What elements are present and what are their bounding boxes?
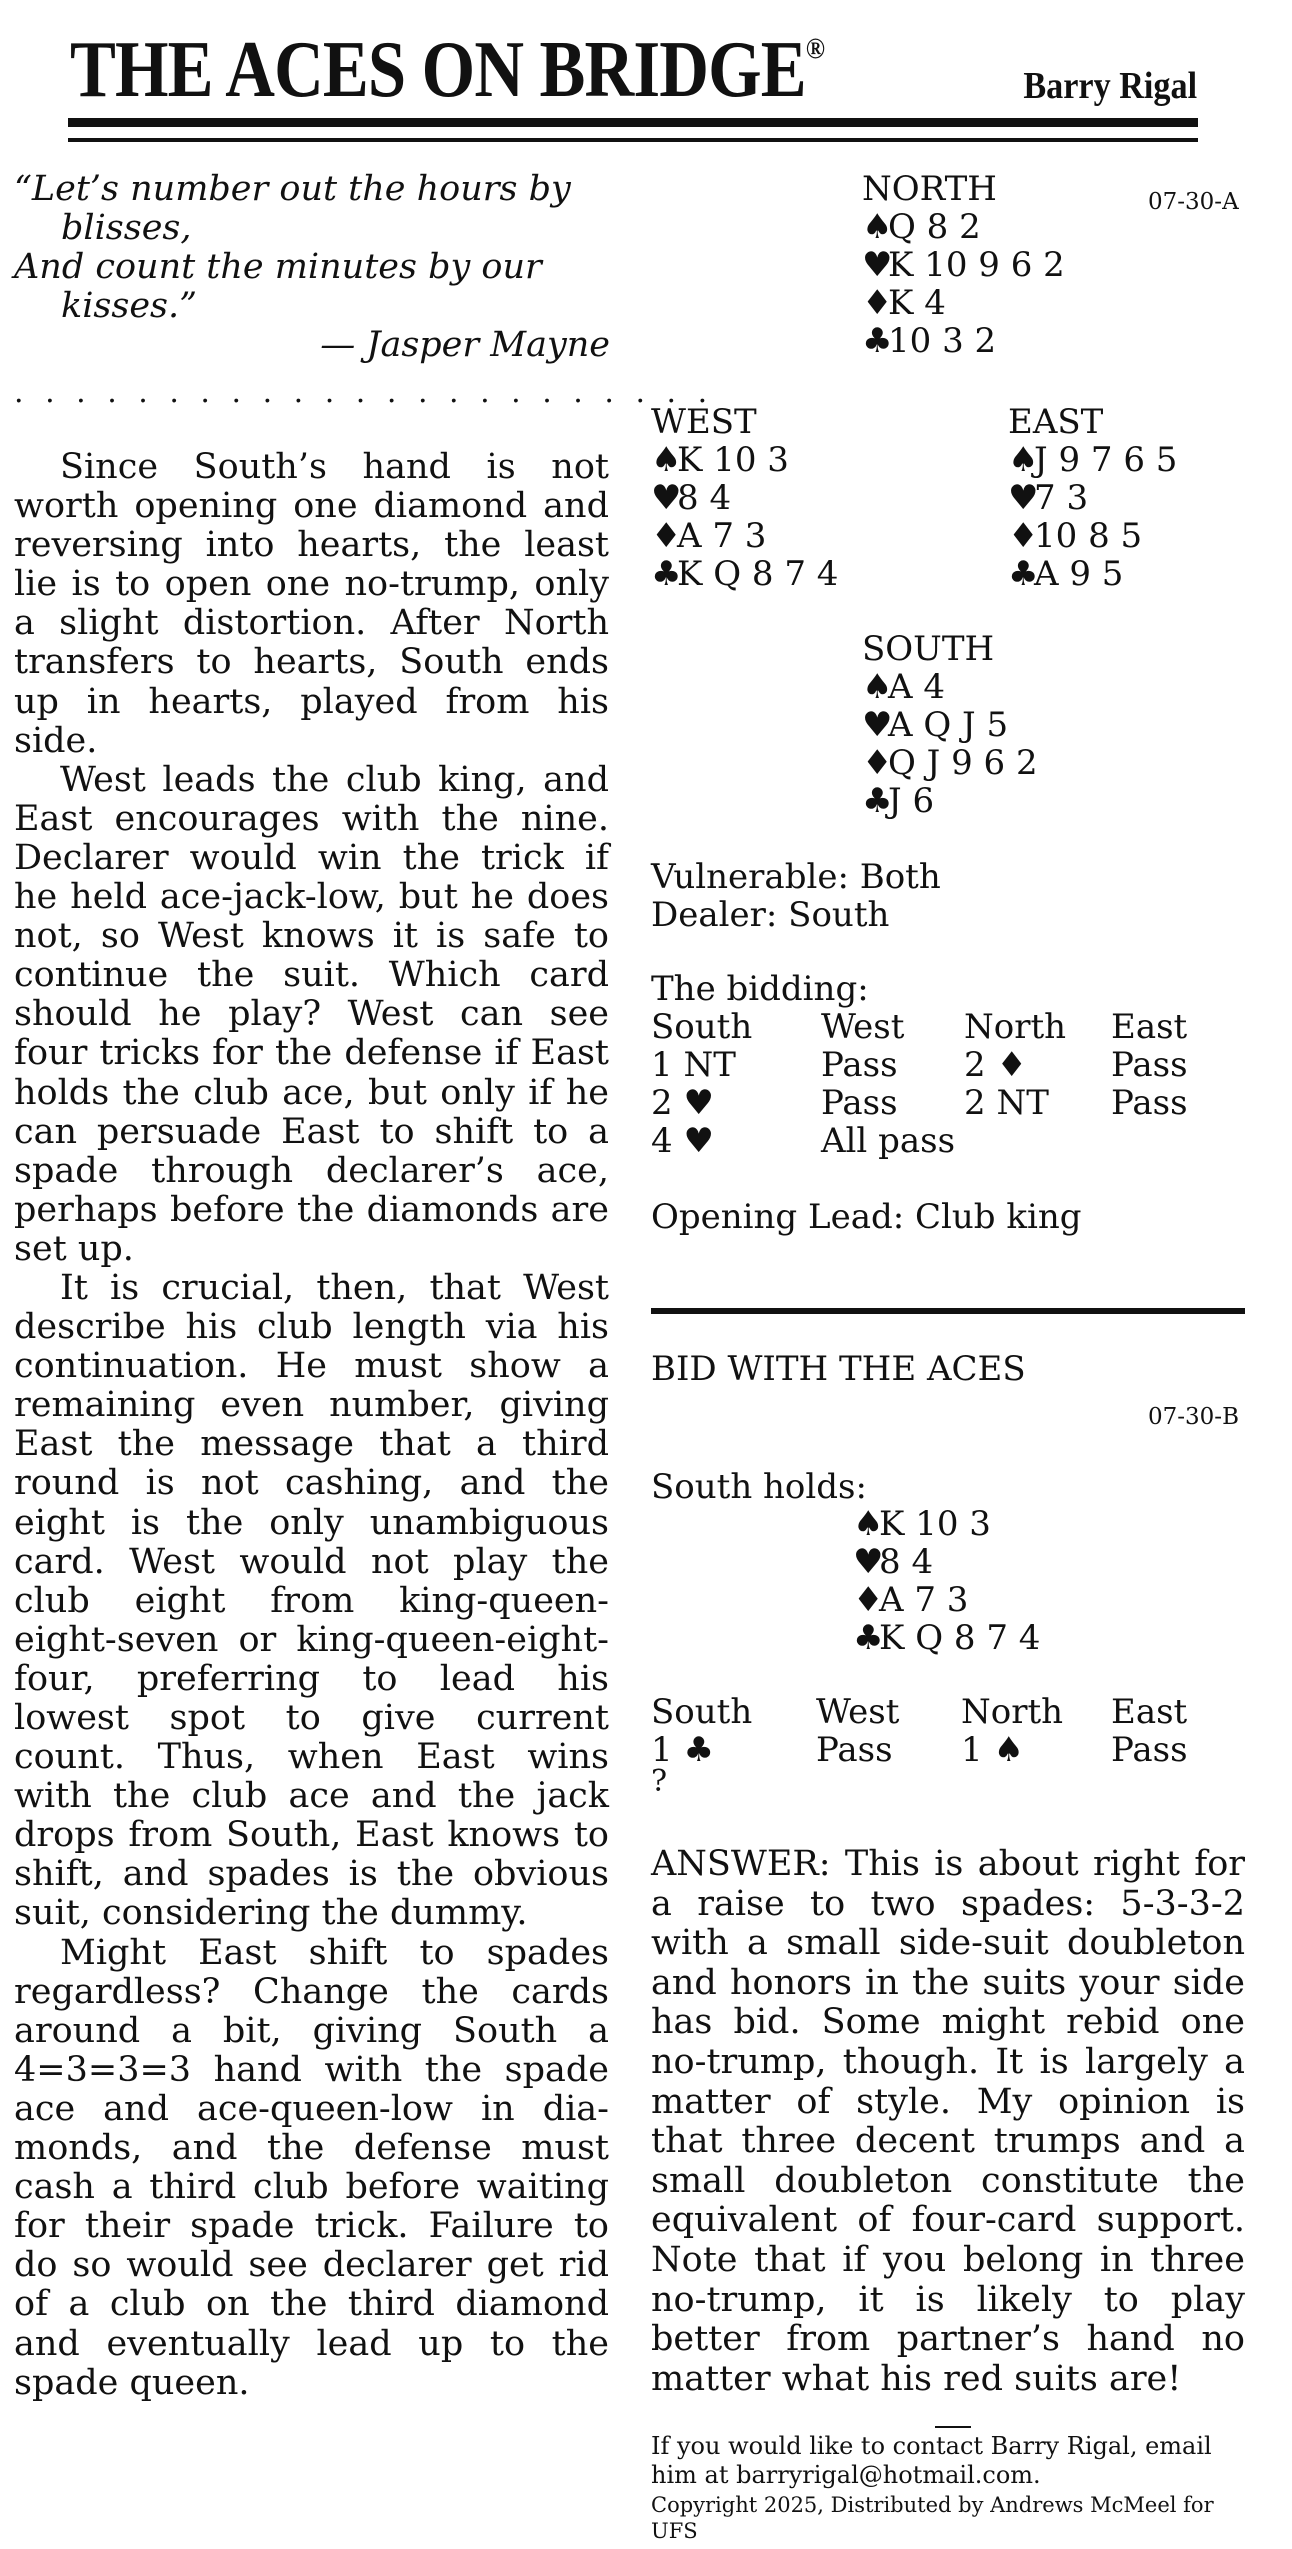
- epigraph-quote: [14, 170, 610, 365]
- dotted-separator: . . . . . . . . . . . . . . . . . . . . . . .: [14, 375, 714, 410]
- west-hand: [651, 403, 838, 593]
- body-paragraph: Since South’s hand is not worth opening one diamond and reversing into hearts, the least lie is to open one no-trump, only a slight distortion. After North transfers to hearts, South ends up in hearts, played from his side.: [14, 447, 609, 761]
- answer-text: [651, 1845, 1245, 2399]
- diamond-icon: ♦: [853, 1580, 884, 1620]
- club-cards: K Q 8 7 4: [677, 554, 839, 594]
- body-paragraph: Might East shift to spades regardless? Change the cards around a bit, giving South a 4=3=3=3 hand with the spade ace and ace-queen-low in diamonds, and the defense must cash a third club before waiting for their spade trick. Failure to do so would see declarer get rid of a club on the third diamond and eventually lead up to the spade queen.: [14, 1932, 609, 2403]
- heart-icon: ♥: [862, 705, 893, 745]
- heart-cards: 7 3: [1034, 478, 1089, 518]
- heart-cards: K 10 9 6 2: [888, 245, 1065, 285]
- quote-line: blisses,: [61, 208, 192, 248]
- bid-cell: Pass: [1111, 1045, 1188, 1085]
- bid-cell: 1 ♠: [961, 1730, 1024, 1770]
- club-cards: K Q 8 7 4: [879, 1618, 1041, 1658]
- club-icon: ♣: [862, 781, 893, 821]
- club-icon: ♣: [853, 1618, 884, 1658]
- heart-cards: 8 4: [879, 1542, 934, 1582]
- south-holds-hand: [853, 1505, 1040, 1657]
- bid-cell: 2 ♦: [964, 1045, 1027, 1085]
- diamond-icon: ♦: [862, 743, 893, 783]
- bid-cell: 1 ♣: [651, 1730, 714, 1770]
- heart-icon: ♥: [651, 478, 682, 518]
- spade-cards: K 10 3: [879, 1504, 991, 1544]
- diamond-cards: Q J 9 6 2: [888, 743, 1038, 783]
- spade-cards: Q 8 2: [888, 207, 981, 247]
- bid-section-title: BID WITH THE ACES: [651, 1349, 1026, 1389]
- bid-header: North: [961, 1692, 1064, 1732]
- spade-cards: A 4: [888, 667, 945, 707]
- opening-lead: Opening Lead: Club king: [651, 1197, 1082, 1237]
- club-cards: J 6: [888, 781, 935, 821]
- heart-cards: A Q J 5: [888, 705, 1009, 745]
- quote-attribution: — Jasper Mayne: [320, 325, 610, 365]
- quote-line: And count the minutes by our: [14, 247, 542, 287]
- hand-label: NORTH: [862, 169, 997, 209]
- bid-cell: 4 ♥: [651, 1121, 714, 1161]
- north-hand: [862, 170, 1065, 360]
- spade-cards: K 10 3: [677, 440, 789, 480]
- article-body: [14, 448, 609, 2403]
- hand-label: SOUTH: [862, 629, 995, 669]
- bid-question-mark: ?: [651, 1764, 668, 1799]
- bid-cell: 2 NT: [964, 1083, 1049, 1123]
- diamond-icon: ♦: [1008, 516, 1039, 556]
- bid-header: North: [964, 1007, 1067, 1047]
- bid-section-reference: 07-30-B: [1148, 1404, 1239, 1430]
- heart-cards: 8 4: [677, 478, 732, 518]
- diamond-icon: ♦: [862, 283, 893, 323]
- copyright-line: Copyright 2025, Distributed by Andrews McMeel for UFS: [651, 2493, 1214, 2543]
- bid-cell: 2 ♥: [651, 1083, 714, 1123]
- club-icon: ♣: [651, 554, 682, 594]
- dealer-text: Dealer: South: [651, 895, 890, 935]
- answer-paragraph: ANSWER: This is about right for a raise to two spades: 5-3-3-2 with a small side-suit doubleton and honors in the suits your side has bid. Some might rebid one no-trump, though. It is largely a matter of style. My opinion is that three decent trumps and a small doubleton constitute the equivalent of four-card support. Note that if you belong in three no-trump, it is likely to play better from partner’s hand no matter what his red suits are!: [651, 1844, 1245, 2399]
- hand-label: EAST: [1008, 402, 1104, 442]
- column-title: THE ACES ON BRIDGE®: [70, 26, 825, 114]
- spade-icon: ♠: [651, 440, 682, 480]
- body-paragraph: It is crucial, then, that West describe his club length via his continuation. He must show a remaining even number, giving East the message that a third round is not cashing, and the eight is the only unambiguous card. West would not play the club eight from king-queen-eight-seven or king-queen-eight-four, preferring to lead his lowest spot to give current count. Thus, when East wins with the club ace and the jack drops from South, East knows to shift, and spades is the obvious suit, considering the dummy.: [14, 1267, 609, 1934]
- spade-cards: J 9 7 6 5: [1034, 440, 1178, 480]
- bid-cell: All pass: [821, 1121, 956, 1161]
- heart-icon: ♥: [1008, 478, 1039, 518]
- east-hand: [1008, 403, 1177, 593]
- bid-header: East: [1111, 1692, 1188, 1732]
- registered-mark: ®: [805, 32, 825, 65]
- club-cards: 10 3 2: [888, 321, 997, 361]
- bid-header: East: [1111, 1007, 1188, 1047]
- contact-note: If you would like to contact Barry Rigal, email him at barryrigal@hotmail.com.: [651, 2432, 1212, 2489]
- bid-cell: Pass: [1111, 1730, 1188, 1770]
- quote-line: kisses.”: [61, 286, 198, 326]
- diamond-cards: 10 8 5: [1034, 516, 1143, 556]
- club-cards: A 9 5: [1034, 554, 1124, 594]
- diamond-cards: A 7 3: [677, 516, 767, 556]
- bid-cell: Pass: [1111, 1083, 1188, 1123]
- body-paragraph: West leads the club king, and East encourages with the nine. Declarer would win the trick if he held ace-jack-low, but he does not, so West knows it is safe to continue the suit. Which card should he play? West can see four tricks for the defense if East holds the club ace, but only if he can persuade East to shift to a spade through declarer’s ace, perhaps before the diamonds are set up.: [14, 759, 609, 1269]
- club-icon: ♣: [862, 321, 893, 361]
- spade-icon: ♠: [1008, 440, 1039, 480]
- bid-header: South: [651, 1692, 753, 1732]
- south-holds-label: South holds:: [651, 1467, 867, 1507]
- spade-icon: ♠: [862, 207, 893, 247]
- south-hand: [862, 630, 1038, 820]
- bid-header: South: [651, 1007, 753, 1047]
- bid-header: West: [816, 1692, 900, 1732]
- spade-icon: ♠: [862, 667, 893, 707]
- diamond-icon: ♦: [651, 516, 682, 556]
- bid-cell: Pass: [816, 1730, 893, 1770]
- bid-cell: Pass: [821, 1083, 898, 1123]
- bid-header: West: [821, 1007, 905, 1047]
- bid-cell: Pass: [821, 1045, 898, 1085]
- quote-line: “Let’s number out the hours by: [14, 169, 571, 209]
- bid-problem-table: [651, 1693, 1251, 1803]
- diamond-cards: K 4: [888, 283, 946, 323]
- author-byline: Barry Rigal: [1023, 65, 1197, 107]
- footer-rule: [935, 2426, 971, 2428]
- vulnerable-text: Vulnerable: Both: [651, 857, 941, 897]
- spade-icon: ♠: [853, 1504, 884, 1544]
- header-rule-thin: [68, 138, 1198, 142]
- hand-label: WEST: [651, 402, 757, 442]
- heart-icon: ♥: [853, 1542, 884, 1582]
- diamond-cards: A 7 3: [879, 1580, 969, 1620]
- heart-icon: ♥: [862, 245, 893, 285]
- section-divider: [651, 1308, 1245, 1314]
- header-rule-thick: [68, 118, 1198, 127]
- bidding-table: [651, 1008, 1251, 1160]
- club-icon: ♣: [1008, 554, 1039, 594]
- bid-cell: 1 NT: [651, 1045, 736, 1085]
- bidding-label: The bidding:: [651, 969, 869, 1009]
- deal-reference: 07-30-A: [1148, 189, 1239, 215]
